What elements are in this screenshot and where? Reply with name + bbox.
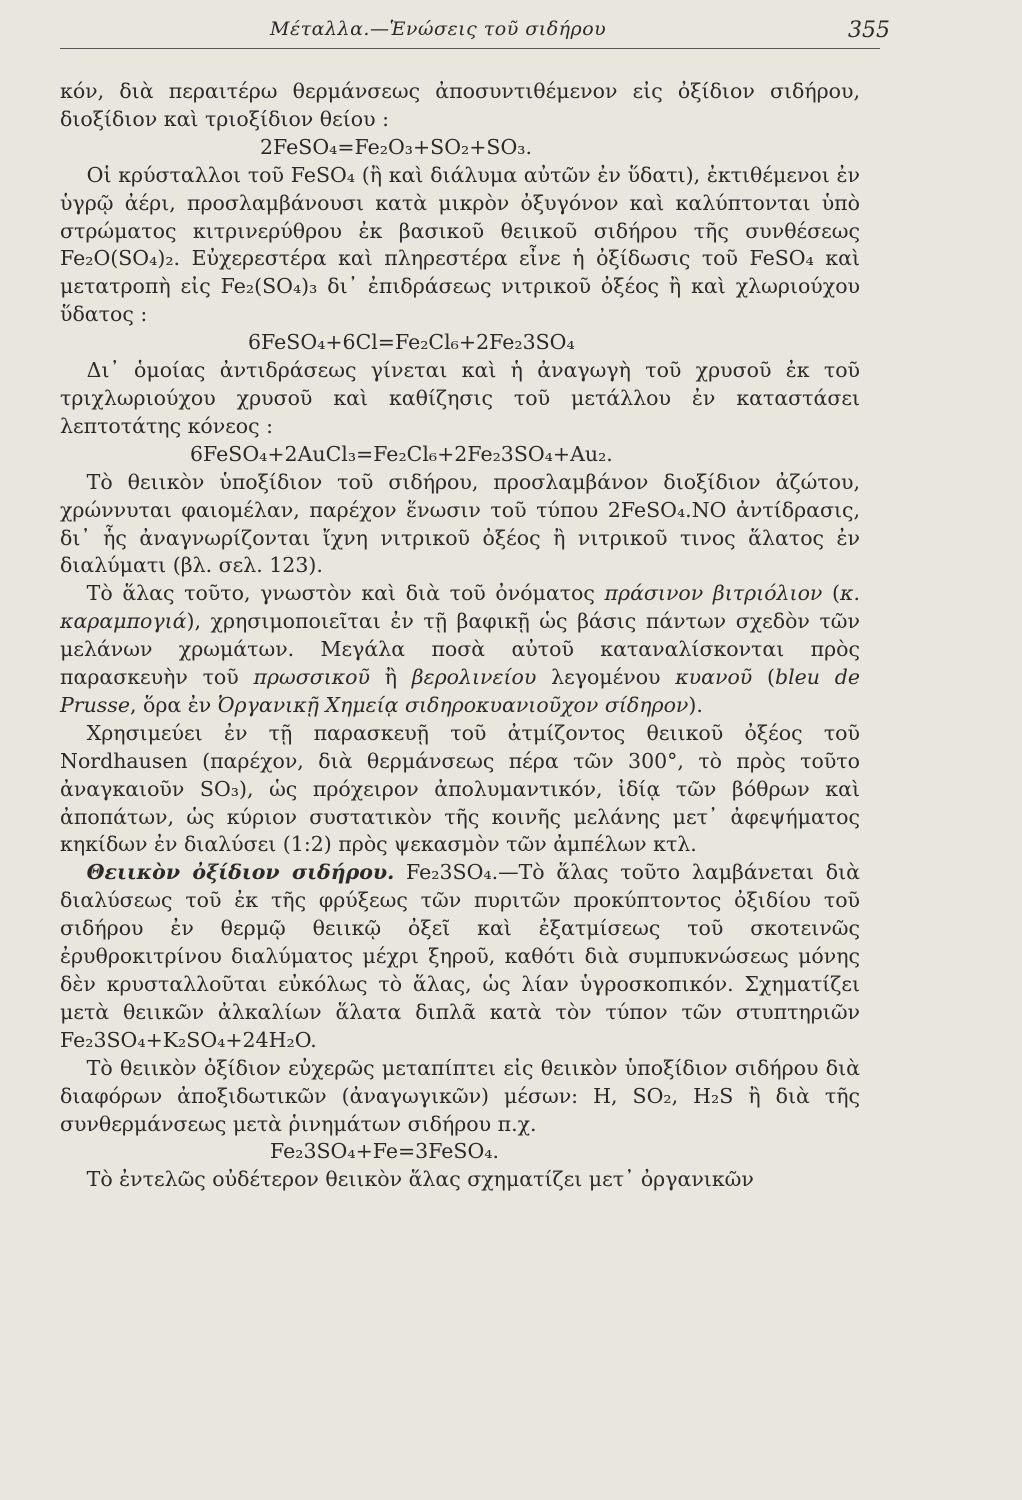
text-run: ). (688, 692, 703, 717)
running-head: Μέταλλα.—Ἑνώσεις τοῦ σιδήρου (270, 18, 607, 40)
paragraph (60, 859, 860, 1054)
text-run: Fe₂3SO₄.—Τὸ ἅλας τοῦτο λαμβάνεται διὰ διαλύσεως τοῦ ἐκ τῆς φρύξεως τῶν πυριτῶν προκύπτοντος ὀξιδίου τοῦ σιδήρου ἐν θερμῷ θειικῷ ὀξεῖ καὶ ἐξατμίσεως τοῦ σκοτεινῶς ἐρυθροκιτρίνου διαλύματος μέχρι ξηροῦ, καθότι διὰ συμπυκνώσεως μόνης δὲν κρυσταλλοῦται εὐκόλως τὸ ἅλας, ὡς λίαν ὑγροσκοπικόν. Σχηματίζει μετὰ θειικῶν ἀλκαλίων ἅλατα διπλᾶ κατὰ τὸν τύπον τῶν στυπτηριῶν Fe₂3SO₄+K₂SO₄+24H₂O. (60, 860, 860, 1052)
italic-term: κυανοῦ (675, 665, 753, 690)
section-heading: Θειικὸν ὀξίδιον σιδήρου. (86, 860, 395, 885)
paragraph: Δι᾽ ὁμοίας ἀντιδράσεως γίνεται καὶ ἡ ἀναγωγὴ τοῦ χρυσοῦ ἐκ τοῦ τριχλωριούχου χρυσοῦ καὶ καθίζησις τοῦ μετάλλου ἐν καταστάσει λεπτοτάτης κόνεος : (60, 358, 860, 438)
paragraph: Τὸ θειικὸν ὑποξίδιον τοῦ σιδήρου, προσλαμβάνον διοξίδιον ἀζώτου, χρώννυται φαιομέλαν, παρέχον ἕνωσιν τοῦ τύπου 2FeSO₄.NO ἀντίδρασις, δι᾽ ἧς ἀναγνωρίζονται ἴχνη νιτρικοῦ ὀξέος ἢ νιτρικοῦ τινος ἅλατος ἐν διαλύματι (βλ. σελ. 123). (60, 469, 860, 578)
text-run: , ὅρα ἐν (129, 692, 218, 717)
italic-term: Ὀργανικῇ Χημείᾳ σιδηροκυανιοῦχον σίδηρον (217, 692, 689, 717)
page-header (60, 14, 890, 49)
paragraph: Χρησιμεύει ἐν τῇ παρασκευῇ τοῦ ἀτμίζοντος θειικοῦ ὀξέος τοῦ Nordhausen (παρέχον, διὰ θερμάνσεως πέρα τῶν 300°, τὸ πρὸς τοῦτο ἀναγκαιοῦν SO₃), ὡς πρόχειρον ἀπολυμαντικόν, ἰδίᾳ τῶν βόθρων καὶ ἀποπάτων, ὡς κύριον συστατικὸν τῆς κοινῆς μελάνης μετ᾽ ἀφεψήματος κηκίδων ἐν διαλύσει (1:2) πρὸς ψεκασμὸν τῶν ἀμπέλων κτλ. (60, 720, 860, 857)
paragraph (60, 580, 860, 720)
page-body (60, 78, 860, 1194)
text-run: ( (752, 665, 775, 690)
paragraph: Οἱ κρύσταλλοι τοῦ FeSO₄ (ἢ καὶ διάλυμα αὐτῶν ἐν ὕδατι), ἐκτιθέμενοι ἐν ὑγρῷ ἀέρι, προσλαμβάνουσι κατὰ μικρὸν ὀξυγόνον καὶ καλύπτονται ὑπὸ στρώματος κιτρινερύθρου ἐκ βασικοῦ θειικοῦ σιδήρου τῆς συνθέσεως Fe₂O(SO₄)₂. Εὐχερεστέρα καὶ πληρεστέρα εἶνε ἡ ὀξίδωσις τοῦ FeSO₄ καὶ μετατροπὴ εἰς Fe₂(SO₄)₃ δι᾽ ἐπιδράσεως νιτρικοῦ ὀξέος ἢ καὶ χλωριούχου ὕδατος : (60, 162, 860, 327)
chemical-equation: 6FeSO₄+6Cl=Fe₂Cl₆+2Fe₂3SO₄ (248, 330, 575, 355)
italic-term: bleu de Prusse (60, 665, 860, 717)
chemical-equation: 6FeSO₄+2AuCl₃=Fe₂Cl₆+2Fe₂3SO₄+Au₂. (190, 441, 613, 466)
paragraph: Τὸ θειικὸν ὀξίδιον εὐχερῶς μεταπίπτει εἰς θειικὸν ὑποξίδιον σιδήρου διὰ διαφόρων ἀποξιδωτικῶν (ἀναγωγικῶν) μέσων: H, SO₂, H₂S ἢ διὰ τῆς συνθερμάνσεως μετὰ ῥινημάτων σιδήρου π.χ. (60, 1055, 860, 1136)
paragraph: κόν, διὰ περαιτέρω θερμάνσεως ἀποσυντιθέμενον εἰς ὀξίδιον σιδήρου, διοξίδιον καὶ τριοξίδιον θείου : (60, 79, 860, 131)
italic-term: πρωσσικοῦ (253, 665, 370, 690)
text-run: λεγομένου (536, 665, 676, 690)
italic-term: πράσινον βιτριόλιον (604, 581, 823, 606)
paragraph: Τὸ ἐντελῶς οὐδέτερον θειικὸν ἅλας σχηματίζει μετ᾽ ὀργανικῶν (86, 1167, 754, 1192)
italic-term: βερολινείου (411, 665, 537, 690)
text-run: ), χρησιμοποιεῖται ἐν τῇ βαφικῇ ὡς βάσις πάντων σχεδὸν τῶν μελάνων χρωμάτων. Μεγάλα ποσὰ αὐτοῦ καταναλίσκονται πρὸς παρασκευὴν τοῦ (60, 609, 860, 690)
chemical-equation: 2FeSO₄=Fe₂O₃+SO₂+SO₃. (260, 134, 533, 159)
text-run: ἢ (369, 665, 412, 690)
page-number: 355 (848, 18, 890, 43)
italic-term: κ. καραμπογιά (60, 581, 861, 634)
chemical-equation: Fe₂3SO₄+Fe=3FeSO₄. (270, 1139, 500, 1164)
text-run: ( (822, 581, 841, 606)
text-run: Τὸ ἅλας τοῦτο, γνωστὸν καὶ διὰ τοῦ ὀνόματος (86, 581, 605, 606)
